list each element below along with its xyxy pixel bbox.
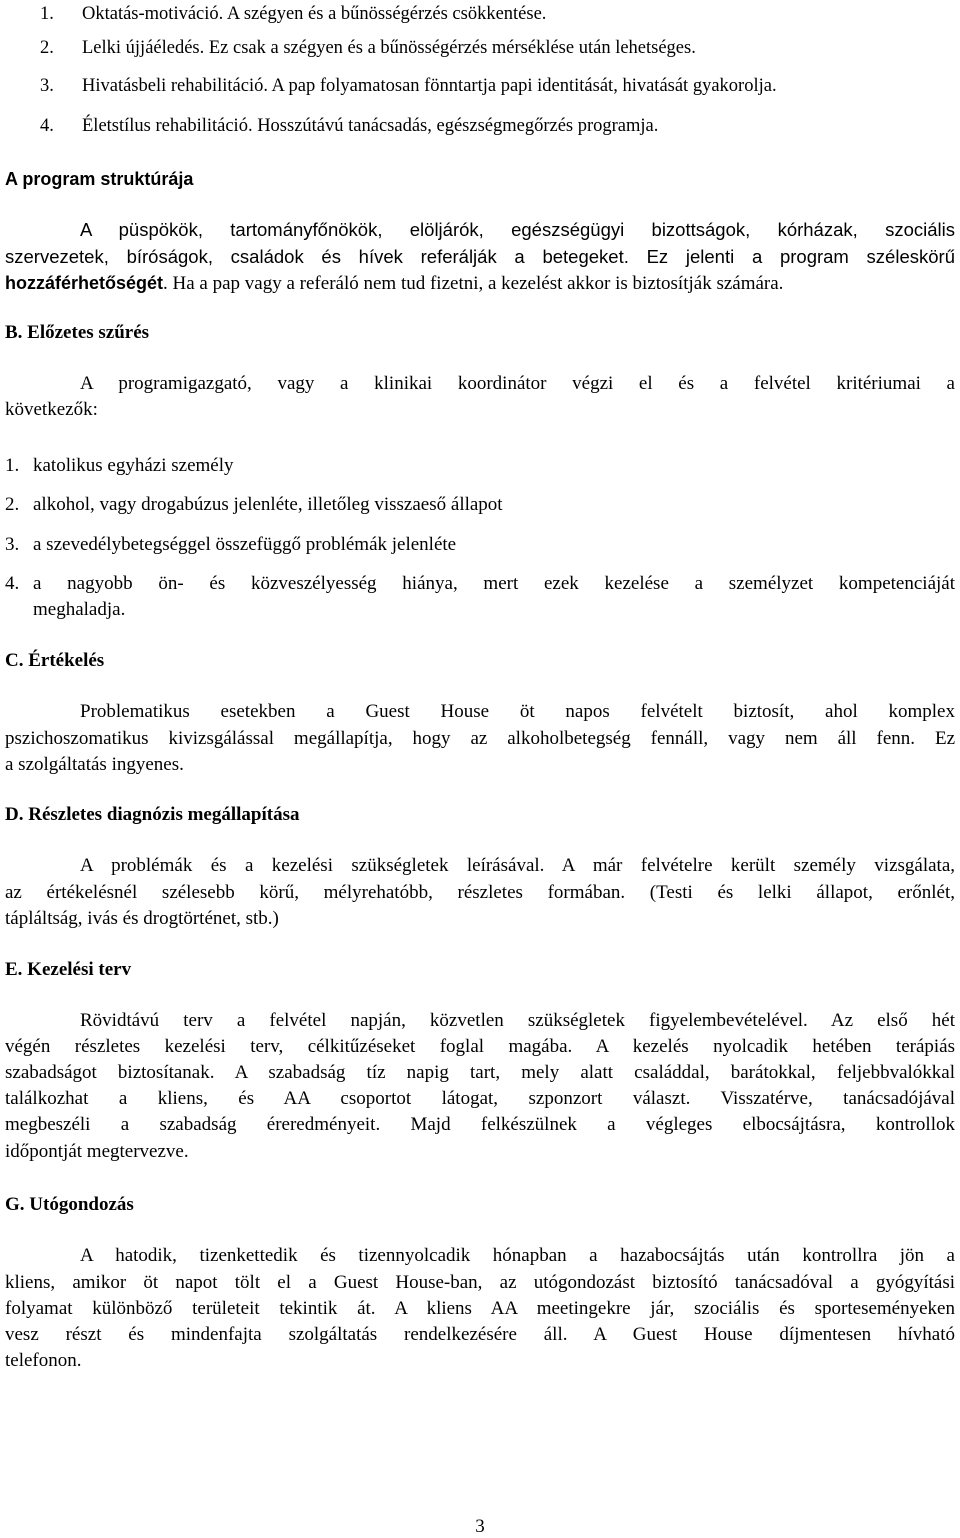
section-g-heading: G. Utógondozás	[5, 1194, 134, 1215]
top-list-item-4	[40, 114, 658, 138]
section-b-item-4-continued: meghaladja.	[33, 599, 126, 620]
section-e-line-3: szabadságot biztosítanak. A szabadság tíz napig tart, mely alatt családdal, barátokkal, feljebbvalókkal	[5, 1062, 955, 1083]
section-g-line-5: telefonon.	[5, 1350, 82, 1371]
section-b-line-1: A programigazgató, vagy a klinikai koordinátor végzi el és a felvétel kritériumai a	[80, 373, 955, 394]
section-b-item-1	[5, 453, 955, 479]
list-text: Életstílus rehabilitáció. Hosszútávú tanácsadás, egészségmegőrzés programja.	[82, 116, 659, 136]
section-e-line-6: időpontját megtervezve.	[5, 1141, 189, 1162]
list-number: 3.	[5, 534, 20, 555]
section-d-heading: D. Részletes diagnózis megállapítása	[5, 804, 300, 825]
section-c-line-3: a szolgáltatás ingyenes.	[5, 754, 184, 775]
list-text: katolikus egyházi személy	[33, 455, 234, 476]
section-b-heading: B. Előzetes szűrés	[5, 322, 150, 343]
top-list-item-3	[40, 74, 777, 98]
structure-heading: A program struktúrája	[5, 169, 194, 189]
top-list-item-2	[40, 36, 696, 60]
list-number: 1.	[5, 455, 20, 476]
section-g-line-3: folyamat különböző területeit tekintik át. A kliens AA meetingekre jár, szociális és sporteseményeken	[5, 1298, 955, 1319]
list-text: alkohol, vagy drogabúzus jelenléte, illetőleg visszaeső állapot	[33, 494, 503, 515]
list-text: a szevedélybetegséggel összefüggő problémák jelenléte	[33, 534, 457, 555]
section-c-line-1: Problematikus esetekben a Guest House öt napos felvételt biztosít, ahol komplex	[80, 701, 955, 722]
list-text: Hivatásbeli rehabilitáció. A pap folyamatosan fönntartja papi identitását, hivatását gyakorolja.	[82, 76, 777, 96]
section-d-line-3: tápláltság, ivás és drogtörténet, stb.)	[5, 908, 279, 929]
section-b-line-2: következők:	[5, 399, 98, 420]
list-number: 2.	[5, 494, 20, 515]
list-text: a nagyobb ön- és közveszélyesség hiánya, mert ezek kezelése a személyzet kompetenciáját	[33, 573, 955, 594]
section-e-line-2: végén részletes kezelési terv, célkitűzéseket foglal magába. A kezelés nyolcadik hetében terápiás	[5, 1036, 955, 1057]
structure-line-1: A püspökök, tartományfőnökök, elöljárók, egészségügyi bizottságok, kórházak, szociális	[80, 219, 955, 240]
section-d-line-1: A problémák és a kezelési szükségletek leírásával. A már felvételre került személy vizsgálata,	[80, 855, 955, 876]
list-number: 3.	[40, 76, 54, 96]
top-list-item-1	[40, 2, 546, 26]
section-g-line-1: A hatodik, tizenkettedik és tizennyolcadik hónapban a hazabocsájtás után kontrollra jön a	[80, 1245, 955, 1266]
structure-line-3	[5, 270, 955, 297]
section-e-line-4: találkozhat a kliens, és AA csoportot látogat, szponzort választ. Visszatérve, tanácsadójával	[5, 1088, 955, 1109]
list-text: Lelki újjáéledés. Ez csak a szégyen és a bűnösségérzés mérséklése után lehetséges.	[82, 38, 696, 58]
section-b-item-2	[5, 492, 955, 518]
section-e-line-1: Rövidtávú terv a felvétel napján, közvetlen szükségletek figyelembevételével. Az első hét	[80, 1010, 955, 1031]
section-e-heading: E. Kezelési terv	[5, 959, 132, 980]
section-e-line-5: megbeszéli a szabadság éreredményeit. Majd felkészülnek a végleges elbocsájtásra, kontrollok	[5, 1114, 955, 1135]
list-number: 4.	[40, 116, 54, 136]
section-c-heading: C. Értékelés	[5, 650, 105, 671]
section-g-line-4: vesz részt és mindenfajta szolgáltatás rendelkezésére áll. A Guest House díjmentesen hívható	[5, 1324, 955, 1345]
section-g-line-2: kliens, amikor öt napot tölt el a Guest House-ban, az utógondozást biztosító tanácsadóval a gyógyítási	[5, 1272, 955, 1293]
list-number: 1.	[40, 4, 54, 24]
list-number: 2.	[40, 38, 54, 58]
section-c-line-2: pszichoszomatikus kivizsgálással megállapítja, hogy az alkoholbetegség fennáll, vagy nem áll fenn. Ez	[5, 728, 955, 749]
list-number: 4.	[5, 573, 20, 594]
bold-phrase: hozzáférhetőségét	[5, 273, 164, 293]
page-number: 3	[475, 1516, 485, 1537]
section-b-item-3	[5, 532, 955, 558]
list-text: Oktatás-motiváció. A szégyen és a bűnösségérzés csökkentése.	[82, 4, 547, 24]
structure-line-3-rest: . Ha a pap vagy a referáló nem tud fizetni, a kezelést akkor is biztosítják számára.	[163, 273, 784, 294]
structure-line-2: szervezetek, bíróságok, családok és hívek referálják a betegeket. Ez jelenti a program széleskörű	[5, 246, 955, 267]
section-d-line-2: az értékelésnél szélesebb körű, mélyrehatóbb, részletes formában. (Testi és lelki állapot, erőnlét,	[5, 882, 955, 903]
